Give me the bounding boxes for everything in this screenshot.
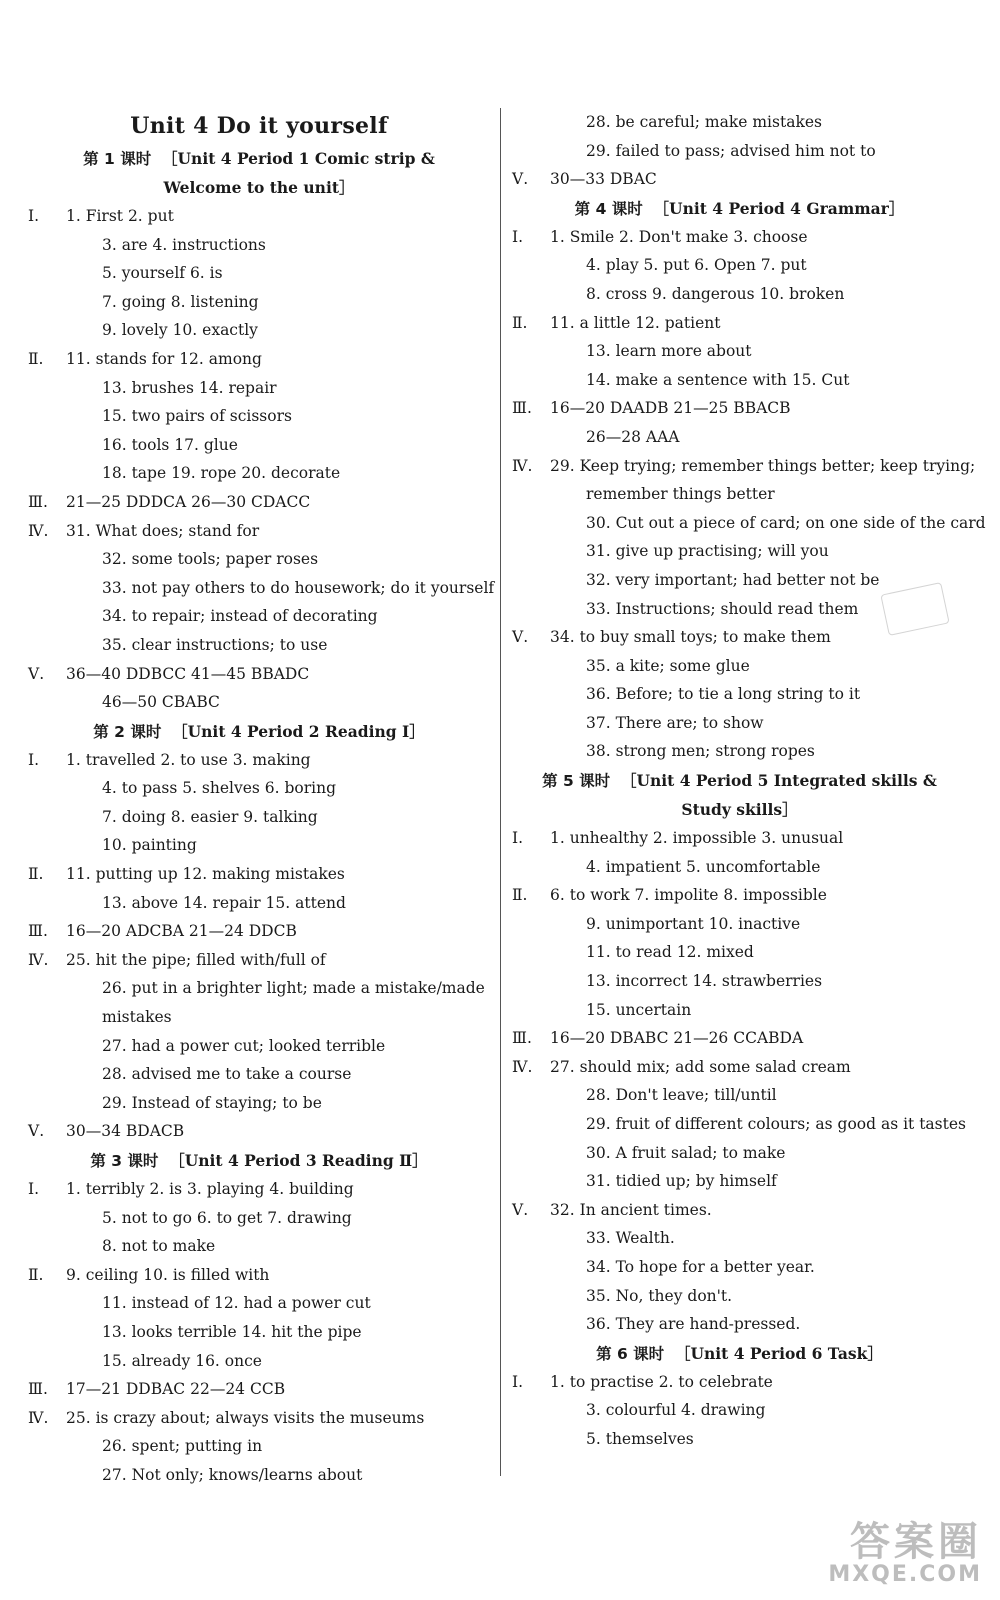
answer-line (28, 1003, 490, 1032)
answer-line (28, 1318, 490, 1347)
period-heading (512, 1339, 967, 1368)
answer-text: 34. to repair; instead of decorating (102, 607, 378, 626)
answer-line (28, 1060, 490, 1089)
answer-line (512, 680, 967, 709)
answer-line (512, 737, 967, 766)
section-numeral: Ⅳ. (28, 521, 49, 540)
answer-line (28, 345, 490, 374)
answer-text: 25. hit the pipe; filled with/full of (66, 950, 326, 969)
answer-text: 30—33 DBAC (550, 170, 657, 189)
answer-line (28, 488, 490, 517)
answer-text: 32. In ancient times. (550, 1200, 712, 1219)
section-numeral: Ⅰ. (512, 1372, 524, 1391)
answer-line (512, 337, 967, 366)
answer-text: 30—34 BDACB (66, 1122, 185, 1141)
answer-text: 9. unimportant 10. inactive (586, 914, 801, 933)
answer-text: 30. A fruit salad; to make (586, 1143, 786, 1162)
answer-text: 13. brushes 14. repair (102, 378, 277, 397)
answer-line (512, 452, 976, 481)
answer-line (512, 996, 967, 1025)
answer-line (512, 881, 967, 910)
answer-line (28, 1375, 490, 1404)
answer-line (512, 309, 967, 338)
answer-text: 36. They are hand-pressed. (586, 1315, 801, 1334)
section-numeral: Ⅱ. (28, 349, 44, 368)
answer-line (512, 1139, 967, 1168)
answer-text: 16—20 ADCBA 21—24 DDCB (66, 922, 297, 941)
answer-line (512, 1024, 967, 1053)
section-numeral: Ⅴ. (28, 1122, 45, 1141)
answer-text: 4. to pass 5. shelves 6. boring (102, 779, 337, 798)
answer-text: 6. to work 7. impolite 8. impossible (550, 886, 827, 905)
answer-line (28, 631, 490, 660)
answer-text: 33. Instructions; should read them (586, 599, 859, 618)
answer-text: 10. painting (102, 836, 197, 855)
answer-text: 3. are 4. instructions (102, 235, 266, 254)
answer-text: 18. tape 19. rope 20. decorate (102, 464, 341, 483)
answer-text: 37. There are; to show (586, 713, 764, 732)
answer-text: 33. Wealth. (586, 1229, 675, 1248)
answer-text: 29. Instead of staying; to be (102, 1093, 322, 1112)
answer-line (512, 1167, 967, 1196)
answer-text: 11. instead of 12. had a power cut (102, 1294, 371, 1313)
period-title: ［Unit 4 Period 1 Comic strip & (162, 149, 435, 168)
period-number: 第 1 课时 (83, 150, 152, 168)
answer-text: 5. yourself 6. is (102, 264, 223, 283)
answer-text: 11. to read 12. mixed (586, 943, 754, 962)
period-title: ［Unit 4 Period 3 Reading Ⅱ］ (169, 1151, 428, 1170)
answer-text: 29. fruit of different colours; as good as it tastes (586, 1115, 966, 1133)
answer-text: 33. not pay others to do housework; do it yourself (102, 578, 495, 597)
answer-text: 32. some tools; paper roses (102, 550, 319, 569)
answer-line (28, 517, 490, 546)
section-numeral: Ⅱ. (512, 886, 528, 905)
answer-text: 34. To hope for a better year. (586, 1257, 815, 1276)
answer-text: 26—28 AAA (586, 427, 680, 446)
answer-text: 15. uncertain (586, 1000, 692, 1019)
answer-line (512, 1368, 967, 1397)
answer-text: 46—50 CBABC (102, 693, 220, 712)
section-numeral: Ⅲ. (28, 1380, 48, 1399)
answer-text: 32. very important; had better not be (586, 570, 880, 589)
answer-line (512, 165, 967, 194)
section-numeral: Ⅱ. (28, 865, 44, 884)
answer-line (28, 831, 490, 860)
answer-line (28, 1032, 490, 1061)
answer-line (512, 366, 967, 395)
answer-line (28, 316, 490, 345)
answer-line (28, 288, 490, 317)
answer-line (512, 1196, 967, 1225)
period-number: 第 6 课时 (596, 1344, 665, 1363)
answer-line (512, 709, 967, 738)
answer-line (512, 938, 967, 967)
period-heading (28, 144, 490, 173)
section-numeral: Ⅰ. (28, 207, 40, 225)
answer-line (28, 259, 490, 288)
answer-line (28, 1089, 490, 1118)
answer-text: 30. Cut out a piece of card; on one side of the card (586, 513, 986, 532)
period-heading (28, 717, 490, 746)
answer-line (28, 459, 490, 488)
period-heading (28, 173, 490, 202)
answer-text: 15. already 16. once (102, 1351, 262, 1370)
column-divider (500, 108, 501, 1476)
answer-text: 26. spent; putting in (102, 1437, 263, 1456)
answer-line (28, 974, 490, 1003)
section-numeral: Ⅲ. (28, 492, 48, 511)
answer-line (28, 803, 490, 832)
answer-text: 9. ceiling 10. is filled with (66, 1265, 270, 1284)
answer-text: 35. clear instructions; to use (102, 635, 328, 654)
answer-line (512, 1282, 967, 1311)
section-numeral: Ⅱ. (28, 1265, 44, 1284)
answer-line (28, 202, 490, 231)
period-number: 第 5 课时 (542, 772, 611, 791)
answer-line (28, 431, 490, 460)
answer-text: 25. is crazy about; always visits the museums (66, 1408, 425, 1427)
answer-line (28, 774, 490, 803)
answer-text: 26. put in a brighter light; made a mistake/made (102, 979, 485, 998)
answer-line (28, 545, 490, 574)
answer-line (28, 231, 490, 260)
answer-line (28, 1432, 490, 1461)
answer-text: 8. not to make (102, 1237, 216, 1256)
answer-line (512, 1396, 967, 1425)
answer-text: 13. above 14. repair 15. attend (102, 893, 346, 912)
section-numeral: Ⅴ. (512, 170, 529, 189)
answer-text: 4. impatient 5. uncomfortable (586, 857, 821, 876)
answer-line (512, 509, 986, 538)
answer-text: 36. Before; to tie a long string to it (586, 685, 861, 704)
answer-text: 13. looks terrible 14. hit the pipe (102, 1322, 362, 1341)
answer-text: 27. Not only; knows/learns about (102, 1465, 363, 1484)
period-number: 第 3 课时 (90, 1152, 159, 1170)
answer-text: 1. to practise 2. to celebrate (550, 1372, 773, 1391)
answer-line (512, 824, 967, 853)
answer-line (512, 423, 967, 452)
answer-text: 34. to buy small toys; to make them (550, 628, 831, 647)
answer-line (512, 1081, 967, 1110)
answer-text: 11. putting up 12. making mistakes (66, 865, 345, 884)
answer-line (512, 1425, 967, 1454)
answer-text: 28. be careful; make mistakes (586, 113, 822, 131)
answer-text: remember things better (586, 485, 775, 504)
answer-line (512, 223, 967, 252)
answer-text: 1. travelled 2. to use 3. making (66, 750, 311, 769)
answer-text: 35. a kite; some glue (586, 656, 750, 675)
answer-line (28, 946, 490, 975)
answer-line (28, 1261, 490, 1290)
answer-text: 11. a little 12. patient (550, 313, 721, 332)
answer-line (28, 1461, 490, 1490)
answer-line (512, 280, 967, 309)
answer-text: 16—20 DAADB 21—25 BBACB (550, 399, 791, 418)
answer-text: 16. tools 17. glue (102, 435, 238, 454)
right-column (512, 108, 986, 1454)
period-heading (512, 795, 967, 824)
answer-text: 29. failed to pass; advised him not to (586, 141, 876, 160)
answer-text: 28. Don't leave; till/until (586, 1086, 777, 1105)
answer-text: 11. stands for 12. among (66, 349, 262, 368)
section-numeral: Ⅲ. (28, 922, 48, 941)
answer-line (28, 660, 490, 689)
answer-line (512, 652, 967, 681)
section-numeral: Ⅱ. (512, 313, 528, 332)
answer-line (512, 967, 967, 996)
answer-text: 36—40 DDBCC 41—45 BBADC (66, 664, 310, 683)
answer-line (28, 1347, 490, 1376)
answer-line (28, 1404, 490, 1433)
period-title: ［Unit 4 Period 4 Grammar］ (653, 198, 905, 218)
answer-line (28, 374, 490, 403)
answer-line (28, 1289, 490, 1318)
answer-text: 16—20 DBABC 21—26 CCABDA (550, 1029, 804, 1048)
answer-text: 28. advised me to take a course (102, 1065, 352, 1084)
section-numeral: Ⅰ. (28, 750, 40, 769)
section-numeral: Ⅴ. (512, 628, 529, 647)
answer-line (28, 1204, 490, 1233)
answer-text: 14. make a sentence with 15. Cut (586, 370, 850, 389)
section-numeral: Ⅴ. (512, 1200, 529, 1219)
answer-line (512, 910, 967, 939)
answer-line (28, 1232, 490, 1261)
section-numeral: Ⅳ. (512, 1057, 533, 1076)
answer-text: 13. learn more about (586, 342, 752, 361)
period-heading (28, 1146, 490, 1175)
answer-text: 4. play 5. put 6. Open 7. put (586, 256, 807, 275)
section-numeral: Ⅰ. (512, 829, 524, 848)
answer-line (512, 251, 967, 280)
answer-text: 7. doing 8. easier 9. talking (102, 807, 318, 826)
answer-text: 7. going 8. listening (102, 292, 259, 311)
answer-line (28, 602, 490, 631)
period-title: ［Unit 4 Period 6 Task］ (674, 1343, 883, 1363)
answer-text: 31. What does; stand for (66, 521, 260, 540)
answer-text: 38. strong men; strong ropes (586, 742, 815, 761)
answer-line (28, 688, 490, 717)
watermark-logo: 答案圈 (850, 1519, 982, 1565)
section-numeral: Ⅳ. (512, 456, 533, 475)
period-title: Welcome to the unit］ (163, 178, 355, 197)
answer-line (512, 1053, 967, 1082)
answer-text: 5. not to go 6. to get 7. drawing (102, 1208, 352, 1227)
answer-line (512, 137, 967, 166)
period-title: ［Unit 4 Period 5 Integrated skills & (620, 771, 937, 791)
period-heading (512, 766, 967, 795)
answer-text: 13. incorrect 14. strawberries (586, 972, 823, 991)
period-title: ［Unit 4 Period 2 Reading Ⅰ］ (172, 721, 425, 741)
answer-text: 9. lovely 10. exactly (102, 321, 258, 340)
answer-text: 21—25 DDDCA 26—30 CDACC (66, 492, 311, 511)
period-heading (512, 194, 967, 223)
answer-text: 27. should mix; add some salad cream (550, 1057, 851, 1076)
answer-line (512, 1224, 967, 1253)
answer-text: 8. cross 9. dangerous 10. broken (586, 284, 845, 303)
answer-text: 1. unhealthy 2. impossible 3. unusual (550, 829, 844, 848)
answer-text: 17—21 DDBAC 22—24 CCB (66, 1380, 286, 1399)
answer-line (28, 860, 490, 889)
section-numeral: Ⅲ. (512, 399, 532, 418)
answer-line (512, 537, 967, 566)
section-numeral: Ⅳ. (28, 950, 49, 969)
watermark-url: MXQE.COM (828, 1562, 982, 1587)
watermark (828, 1519, 982, 1587)
answer-line (28, 889, 490, 918)
section-numeral: Ⅳ. (28, 1408, 49, 1427)
answer-text: 29. Keep trying; remember things better; keep trying; (550, 456, 976, 475)
answer-text: 35. No, they don't. (586, 1286, 733, 1305)
answer-text: 3. colourful 4. drawing (586, 1401, 766, 1420)
answer-line (28, 402, 490, 431)
answer-text: 31. tidied up; by himself (586, 1172, 777, 1191)
answer-text: 1. terribly 2. is 3. playing 4. building (66, 1180, 354, 1198)
answer-line (512, 108, 967, 137)
answer-line (512, 1310, 967, 1339)
answer-text: 15. two pairs of scissors (102, 407, 292, 426)
answer-text: 27. had a power cut; looked terrible (102, 1036, 386, 1055)
answer-line (512, 394, 967, 423)
answer-text: 1. Smile 2. Don't make 3. choose (550, 227, 808, 246)
unit-title: Unit 4 Do it yourself (130, 113, 388, 139)
section-numeral: Ⅴ. (28, 664, 45, 683)
answer-line (28, 746, 490, 775)
answer-line (512, 480, 967, 509)
section-numeral: Ⅰ. (28, 1180, 40, 1198)
section-numeral: Ⅲ. (512, 1029, 532, 1048)
answer-line (512, 1253, 967, 1282)
answer-line (512, 1110, 967, 1139)
answer-line (28, 917, 490, 946)
answer-line (28, 1117, 490, 1146)
period-title: Study skills］ (681, 800, 798, 820)
period-number: 第 2 课时 (93, 722, 162, 741)
answer-text: 31. give up practising; will you (586, 542, 829, 561)
answer-text: 1. First 2. put (66, 207, 174, 225)
section-numeral: Ⅰ. (512, 227, 524, 246)
answer-text: mistakes (102, 1008, 172, 1027)
answer-text: 5. themselves (586, 1429, 694, 1448)
answer-line (512, 853, 967, 882)
answer-line (28, 574, 495, 603)
answer-line (28, 1175, 490, 1204)
left-column (28, 108, 495, 1490)
period-number: 第 4 课时 (574, 199, 643, 218)
